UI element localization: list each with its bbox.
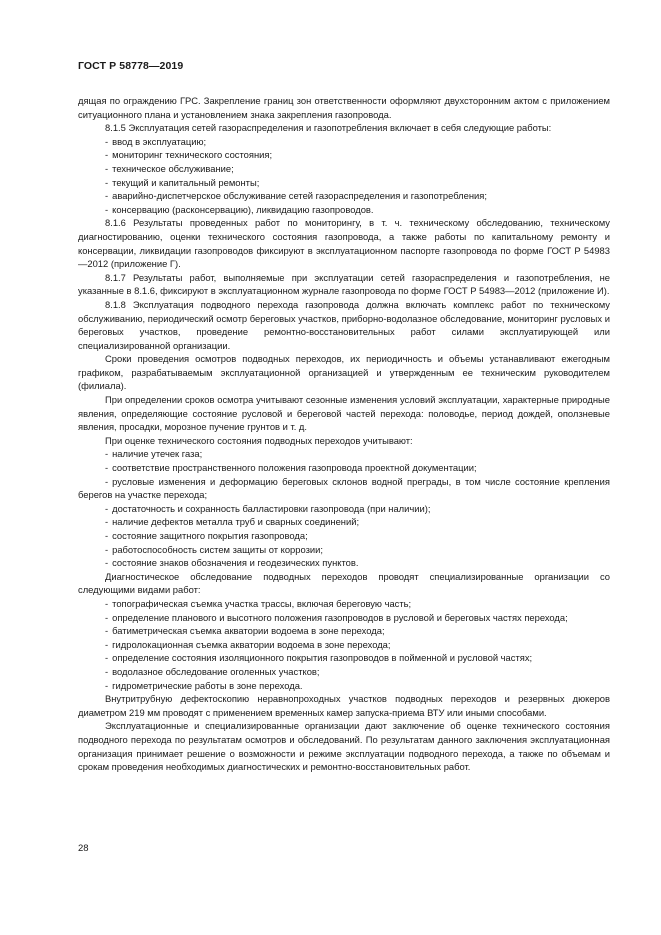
list-item xyxy=(78,611,610,625)
list-dash: - xyxy=(105,625,109,637)
list-item-text: топографическая съемка участка трассы, включая береговую часть; xyxy=(112,597,412,609)
list-item xyxy=(78,556,610,570)
list-item-text: состояние знаков обозначения и геодезических пунктов. xyxy=(112,557,359,569)
list-dash: - xyxy=(105,162,109,174)
standard-designation: ГОСТ Р 58778—2019 xyxy=(78,60,184,72)
list-dash: - xyxy=(105,135,109,147)
list-item-text: русловые изменения и деформацию береговых склонов водной преграды, в том числе состояние крепления берегов на участке перехода; xyxy=(78,475,610,501)
list-item xyxy=(78,162,610,176)
list-dash: - xyxy=(105,530,109,541)
list-dash: - xyxy=(105,665,109,677)
list-item xyxy=(78,665,610,679)
list-item-text: работоспособность систем защиты от коррозии; xyxy=(112,543,323,555)
list-dash: - xyxy=(105,149,109,161)
list-dash: - xyxy=(105,475,109,487)
list-item xyxy=(78,679,610,693)
paragraph: 8.1.6 Результаты проведенных работ по мониторингу, в т. ч. техническому обследованию, техническому диагностированию, оценки технического состояния газопровода, а также работы по капитальному ремонту и консервации, ликвидации газопроводов фиксируют в эксплуатационном паспорте газопровода по форме ГОСТ Р 54983—2012 (приложение Г). xyxy=(78,217,610,270)
paragraph: При оценке технического состояния подводных переходов учитывают: xyxy=(105,434,413,446)
list-item xyxy=(78,148,610,162)
list-item xyxy=(78,203,610,217)
list-item-text: батиметрическая съемка акватории водоема в зоне перехода; xyxy=(112,625,385,637)
paragraph: Эксплуатационные и специализированные организации дают заключение об оценке технического состояния подводного перехода по результатам осмотров и обследований. По результатам данного заключения эксплуатационная организация принимает решение о возможности и режиме эксплуатации подводного перехода, а также по объемам и срокам проведения необходимых диагностических и ремонтно-восстановительных работ. xyxy=(78,720,610,773)
list-dash: - xyxy=(105,448,109,460)
list-dash: - xyxy=(105,543,109,555)
list-item-text: текущий и капитальный ремонты; xyxy=(112,176,260,188)
paragraph: 8.1.7 Результаты работ, выполняемые при эксплуатации сетей газораспределения и газопотребления, не указанные в 8.1.6, фиксируют в эксплуатационном журнале газопровода по форме ГОСТ Р 54983—2012 (приложение И). xyxy=(78,271,610,297)
list-item-text: мониторинг технического состояния; xyxy=(112,149,273,161)
list-item xyxy=(78,447,610,461)
list-item-text: наличие утечек газа; xyxy=(112,448,203,460)
list-item-text: аварийно-диспетчерское обслуживание сетей газораспределения и газопотребления; xyxy=(112,190,487,202)
paragraph: 8.1.5 Эксплуатация сетей газораспределения и газопотребления включает в себя следующие работы: xyxy=(105,122,552,134)
paragraph: Внутритрубную дефектоскопию неравнопроходных участков подводных переходов и резервных дюкеров диаметром 219 мм проводят с применением временных камер запуска-приема ВТУ или иными способами. xyxy=(78,693,610,718)
paragraph: Диагностическое обследование подводных переходов проводят специализированные организации со следующими видами работ: xyxy=(78,570,610,596)
list-item xyxy=(78,461,610,475)
document-body xyxy=(78,94,610,774)
list-item-text: соответствие пространственного положения газопровода проектной документации; xyxy=(112,462,477,474)
list-dash: - xyxy=(105,190,109,202)
list-item xyxy=(78,651,610,665)
paragraph: Сроки проведения осмотров подводных переходов, их периодичность и объемы устанавливают ежегодным графиком, разрабатываемым эксплуатационной организацией и утвержденным ее техническим руководителем (филиала). xyxy=(78,353,610,392)
list-item xyxy=(78,624,610,638)
list-item-text: состояние защитного покрытия газопровода; xyxy=(112,530,308,541)
list-item-text: определение планового и высотного положения газопроводов в русловой и береговых частях перехода; xyxy=(112,611,568,623)
list-item-text: определение состояния изоляционного покрытия газопроводов в пойменной и русловой частях; xyxy=(112,652,533,664)
dash-list xyxy=(78,447,610,569)
list-item xyxy=(78,597,610,611)
list-item-text: достаточность и сохранность балластировки газопровода (при наличии); xyxy=(112,502,431,514)
list-dash: - xyxy=(105,679,109,691)
list-dash: - xyxy=(105,462,109,474)
list-dash: - xyxy=(105,638,109,650)
list-dash: - xyxy=(105,597,109,609)
list-item xyxy=(78,529,610,543)
list-item xyxy=(78,189,610,203)
list-item-text: ввод в эксплуатацию; xyxy=(112,135,207,147)
list-dash: - xyxy=(105,557,109,569)
list-item-text: наличие дефектов металла труб и сварных соединений; xyxy=(112,516,360,528)
list-item-text: водолазное обследование оголенных участков; xyxy=(112,665,320,677)
list-dash: - xyxy=(105,176,109,188)
list-dash: - xyxy=(105,203,109,215)
list-dash: - xyxy=(105,502,109,514)
paragraph: 8.1.8 Эксплуатация подводного перехода газопровода должна включать комплекс работ по техническому обслуживанию, периодический осмотр береговых участков, приборно-водолазное обследование, мониторинг русловых и береговых участков, проведение ремонтно-восстановительных работ силами эксплуатирующей или специализированной организации. xyxy=(78,298,610,351)
list-item xyxy=(78,543,610,557)
list-item xyxy=(78,638,610,652)
page-number: 28 xyxy=(78,843,89,854)
dash-list xyxy=(78,135,610,217)
list-item xyxy=(78,475,610,502)
list-item-text: консервацию (расконсервацию), ликвидацию газопроводов. xyxy=(112,203,374,215)
list-item-text: гидролокационная съемка акватории водоема в зоне перехода; xyxy=(112,638,391,650)
dash-list xyxy=(78,597,610,692)
paragraph: дящая по ограждению ГРС. Закрепление границ зон ответственности оформляют двухсторонним актом с приложением ситуационного плана и установлением знака закрепления газопровода. xyxy=(78,95,610,120)
list-item xyxy=(78,515,610,529)
list-item-text: техническое обслуживание; xyxy=(112,162,234,174)
paragraph: При определении сроков осмотра учитывают сезонные изменения условий эксплуатации, характерные природные явления, определяющие состояние русловой и береговой частей перехода: половодье, период дождей, оползневые явления, просадки, морозное пучение грунтов и т. д. xyxy=(78,394,610,433)
list-dash: - xyxy=(105,611,109,623)
list-item xyxy=(78,502,610,516)
list-item-text: гидрометрические работы в зоне перехода. xyxy=(112,679,303,691)
list-item xyxy=(78,135,610,149)
list-dash: - xyxy=(105,652,109,664)
list-item xyxy=(78,176,610,190)
list-dash: - xyxy=(105,516,109,528)
